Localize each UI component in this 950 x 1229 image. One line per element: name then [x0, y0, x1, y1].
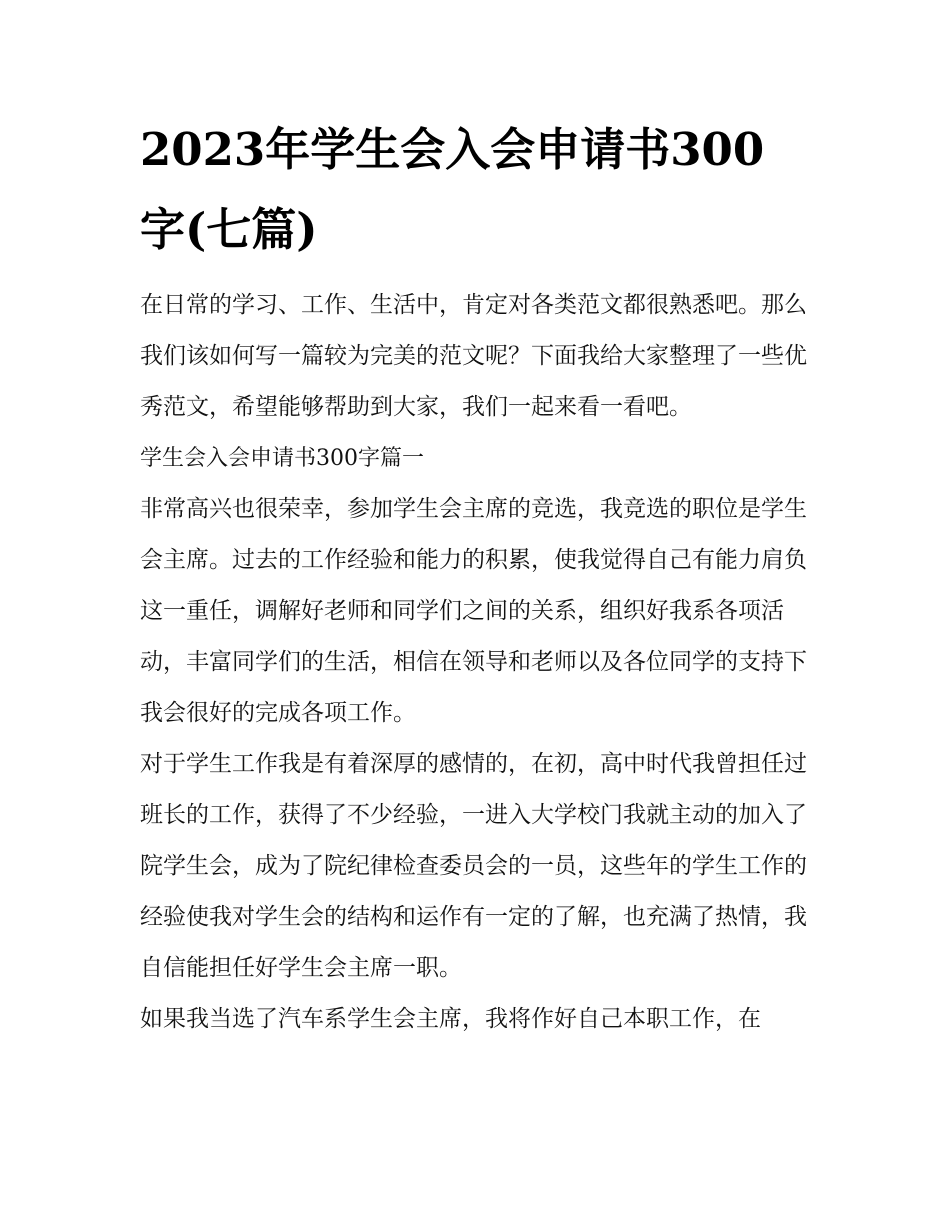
intro-paragraph: 在日常的学习、工作、生活中，肯定对各类范文都很熟悉吧。那么我们该如何写一篇较为完美的范文呢？下面我给大家整理了一些优秀范文，希望能够帮助到大家，我们一起来看一看吧。 — [140, 292, 807, 420]
document-body — [140, 280, 812, 1045]
body-paragraph: 非常高兴也很荣幸，参加学生会主席的竞选，我竞选的职位是学生会主席。过去的工作经验和能力的积累，使我觉得自己有能力肩负这一重任，调解好老师和同学们之间的关系，组织好我系各项活动，丰富同学们的生活，相信在领导和老师以及各位同学的支持下我会很好的完成各项工作。 — [140, 496, 807, 726]
body-paragraph: 如果我当选了汽车系学生会主席，我将作好自己本职工作，在 — [140, 1006, 761, 1032]
document-title: 2023年学生会入会申请书300字(七篇) — [140, 123, 765, 256]
body-paragraph: 对于学生工作我是有着深厚的感情的，在初，高中时代我曾担任过班长的工作，获得了不少经验，一进入大学校门我就主动的加入了院学生会，成为了院纪律检查委员会的一员，这些年的学生工作的经验使我对学生会的结构和运作有一定的了解，也充满了热情，我自信能担任好学生会主席一职。 — [140, 751, 807, 981]
section-heading: 学生会入会申请书300字篇一 — [140, 446, 424, 471]
